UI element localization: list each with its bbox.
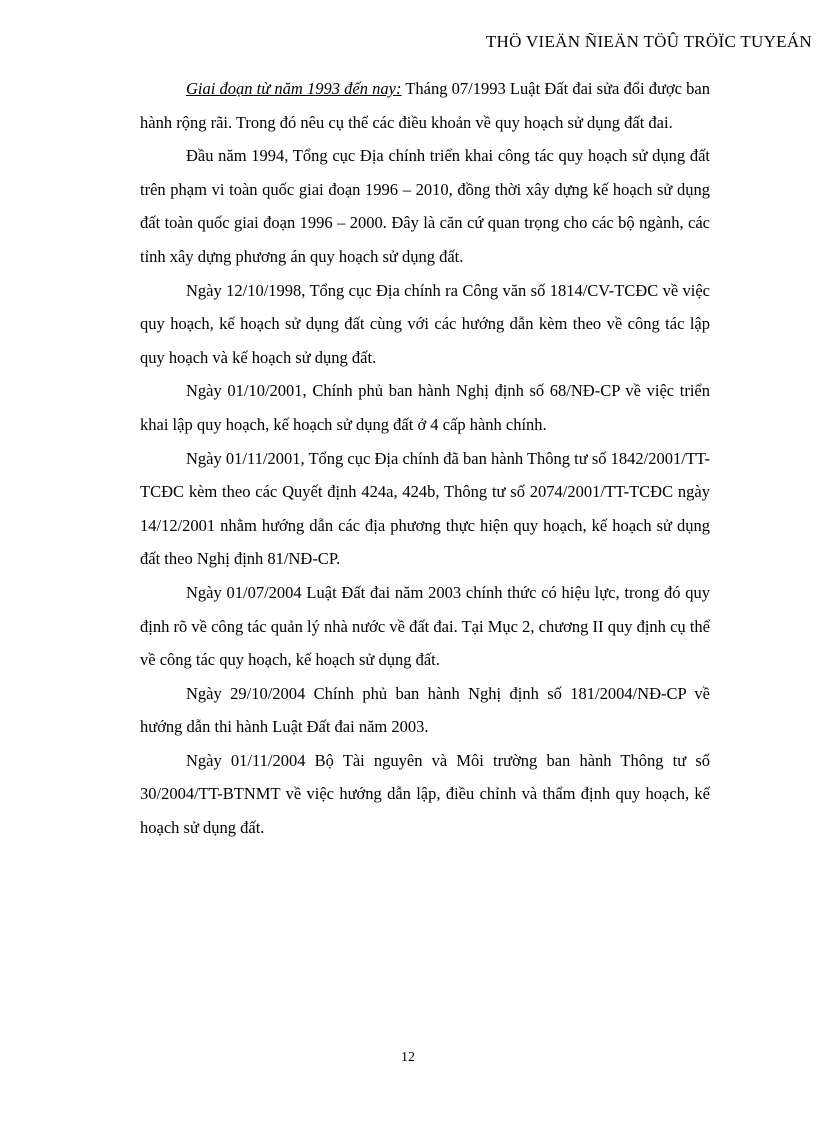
period-heading: Giai đoạn từ năm 1993 đến nay: bbox=[186, 79, 402, 98]
paragraph-text: Tháng 07/1993 Luật Đất đai sửa đổi được ban hành rộng rãi. Trong đó nêu cụ thể các điều khoản về quy hoạch sử dụng đất đai. bbox=[140, 79, 710, 132]
paragraph: Ngày 12/10/1998, Tổng cục Địa chính ra Công văn số 1814/CV-TCĐC về việc quy hoạch, kế hoạch sử dụng đất cùng với các hướng dẫn kèm theo về công tác lập quy hoạch và kế hoạch sử dụng đất. bbox=[140, 280, 710, 367]
paragraph: Ngày 01/07/2004 Luật Đất đai năm 2003 chính thức có hiệu lực, trong đó quy định rõ về công tác quản lý nhà nước về đất đai. Tại Mục 2, chương II quy định cụ thể về công tác quy hoạch, kế hoạch sử dụng đất. bbox=[140, 582, 710, 670]
paragraph: Ngày 01/10/2001, Chính phủ ban hành Nghị định số 68/NĐ-CP về việc triển khai lập quy hoạch, kế hoạch sử dụng đất ở 4 cấp hành chính. bbox=[140, 381, 710, 434]
paragraph-period-intro bbox=[140, 72, 710, 139]
document-body bbox=[140, 72, 710, 845]
paragraph: Ngày 01/11/2001, Tổng cục Địa chính đã ban hành Thông tư số 1842/2001/TT-TCĐC kèm theo các Quyết định 424a, 424b, Thông tư số 2074/2001/TT-TCĐC ngày 14/12/2001 nhằm hướng dẫn các địa phương thực hiện quy hoạch, kế hoạch sử dụng đất theo Nghị định 81/NĐ-CP. bbox=[140, 448, 710, 569]
paragraph: Ngày 29/10/2004 Chính phủ ban hành Nghị định số 181/2004/NĐ-CP về hướng dẫn thi hành Luật Đất đai năm 2003. bbox=[140, 683, 710, 737]
paragraph: Ngày 01/11/2004 Bộ Tài nguyên và Môi trường ban hành Thông tư số 30/2004/TT-BTNMT về việc hướng dẫn lập, điều chỉnh và thẩm định quy hoạch, kế hoạch sử dụng đất. bbox=[140, 750, 710, 838]
paragraph: Đầu năm 1994, Tổng cục Địa chính triển khai công tác quy hoạch sử dụng đất trên phạm vi toàn quốc giai đoạn 1996 – 2010, đồng thời xây dựng kế hoạch sử dụng đất toàn quốc giai đoạn 1996 – 2000. Đây là căn cứ quan trọng cho các bộ ngành, các tỉnh xây dựng phương án quy hoạch sử dụng đất. bbox=[140, 146, 710, 266]
page-number: 12 bbox=[401, 1050, 415, 1065]
page-header: THÖ VIEÄN ÑIEÄN TÖÛ TRÖÏC TUYEÁN bbox=[485, 32, 812, 51]
